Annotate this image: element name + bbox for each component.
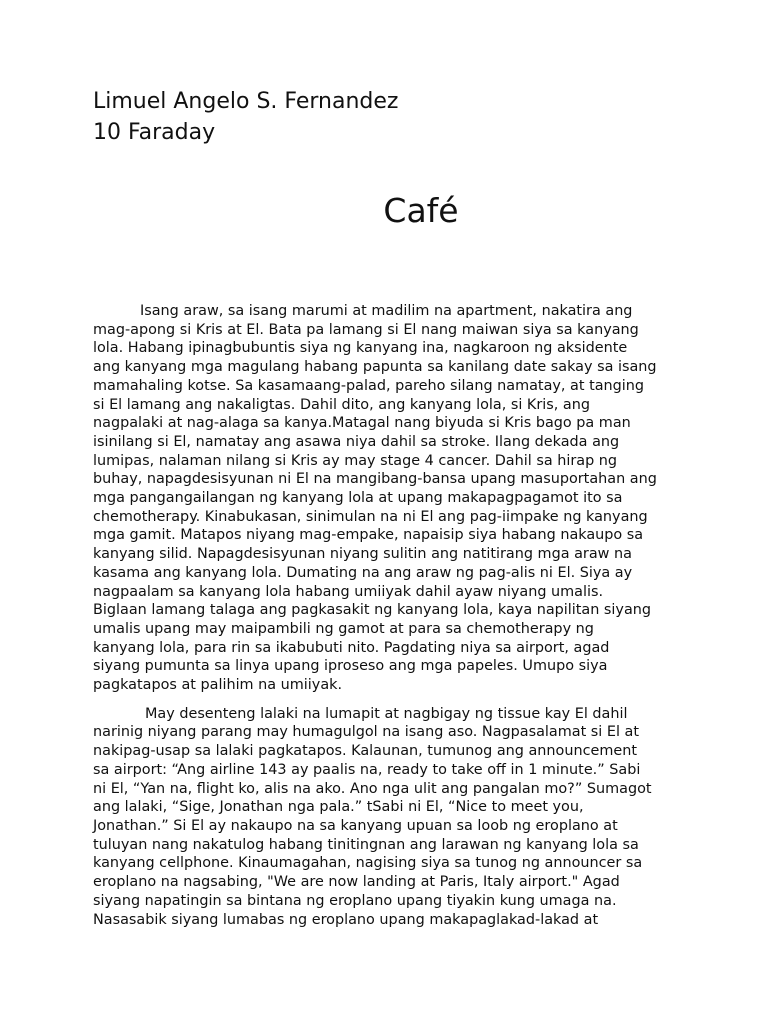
text-line: Jonathan.” Si El ay nakaupo na sa kanyang upuan sa loob ng eroplano at xyxy=(93,817,618,834)
text-line: pagkatapos at palihim na umiiyak. xyxy=(93,677,343,694)
text-line: mga pangangailangan ng kanyang lola at upang makapagpagamot ito sa xyxy=(93,490,623,507)
text-line: nagpaalam sa kanyang lola habang umiiyak dahil ayaw niyang umalis. xyxy=(93,583,604,600)
class-section: 10 Faraday xyxy=(93,120,216,145)
text-line: nagpalaki at nag-alaga sa kanya.Matagal nang biyuda si Kris bago pa man xyxy=(93,415,631,432)
story-body xyxy=(93,302,683,939)
text-line: eroplano na nagsabing, "We are now landing at Paris, Italy airport." Agad xyxy=(93,874,620,891)
text-line: buhay, napagdesisyunan ni El na mangibang-bansa upang masuportahan ang xyxy=(93,471,657,488)
text-line: Isang araw, sa isang marumi at madilim na apartment, nakatira ang xyxy=(140,303,633,319)
text-line: lumipas, nalaman nilang si Kris ay may stage 4 cancer. Dahil sa hirap ng xyxy=(93,452,618,469)
text-line: mga gamit. Matapos niyang mag-empake, napaisip siya habang nakaupo sa xyxy=(93,527,644,544)
text-line: umalis upang may maipambili ng gamot at para sa chemotherapy ng xyxy=(93,620,594,637)
text-line: isinilang si El, namatay ang asawa niya dahil sa stroke. Ilang dekada ang xyxy=(93,433,620,450)
paragraph xyxy=(93,705,683,929)
author-name: Limuel Angelo S. Fernandez xyxy=(93,89,399,114)
paragraph xyxy=(93,302,683,695)
text-line: kanyang lola, para rin sa ikabubuti nito. Pagdating niya sa airport, agad xyxy=(93,639,610,656)
text-line: tuluyan nang nakatulog habang tinitingnan ang larawan ng kanyang lola sa xyxy=(93,836,639,853)
text-line: kasama ang kanyang lola. Dumating na ang araw ng pag-alis ni El. Siya ay xyxy=(93,564,633,581)
document-header xyxy=(93,86,398,148)
text-line: siyang napatingin sa bintana ng eroplano upang tiyakin kung umaga na. xyxy=(93,892,617,909)
text-line: ang kanyang mga magulang habang papunta sa kanilang date sakay sa isang xyxy=(93,359,657,376)
text-line: narinig niyang parang may humagulgol na isang aso. Nagpasalamat si El at xyxy=(93,724,639,741)
text-line: siyang pumunta sa linya upang iproseso ang mga papeles. Umupo siya xyxy=(93,658,608,675)
text-line: ni El, “Yan na, flight ko, alis na ako. Ano nga ulit ang pangalan mo?” Sumagot xyxy=(93,780,652,797)
text-line: Nasasabik siyang lumabas ng eroplano upang makapaglakad-lakad at xyxy=(93,911,599,928)
text-line: lola. Habang ipinagbubuntis siya ng kanyang ina, nagkaroon ng aksidente xyxy=(93,340,628,357)
text-line: May desenteng lalaki na lumapit at nagbigay ng tissue kay El dahil xyxy=(145,705,628,722)
text-line: sa airport: “Ang airline 143 ay paalis na, ready to take off in 1 minute.” Sabi xyxy=(93,761,641,778)
text-line: nakipag-usap sa lalaki pagkatapos. Kalaunan, tumunog ang announcement xyxy=(93,743,637,760)
text-line: Biglaan lamang talaga ang pagkasakit ng kanyang lola, kaya napilitan siyang xyxy=(93,602,652,619)
text-line: mag-apong si Kris at El. Bata pa lamang si El nang maiwan siya sa kanyang xyxy=(93,321,639,338)
text-line: chemotherapy. Kinabukasan, sinimulan na ni El ang pag-iimpake ng kanyang xyxy=(93,508,648,525)
text-line: kanyang cellphone. Kinaumagahan, nagising siya sa tunog ng announcer sa xyxy=(93,855,643,872)
document-title: Café xyxy=(383,191,459,230)
text-line: si El lamang ang nakaligtas. Dahil dito, ang kanyang lola, si Kris, ang xyxy=(93,396,591,413)
text-line: ang lalaki, “Sige, Jonathan nga pala.” tSabi ni El, “Nice to meet you, xyxy=(93,799,584,816)
text-line: kanyang silid. Napagdesisyunan niyang sulitin ang natitirang mga araw na xyxy=(93,546,632,563)
text-line: mamahaling kotse. Sa kasamaang-palad, pareho silang namatay, at tanging xyxy=(93,377,645,394)
